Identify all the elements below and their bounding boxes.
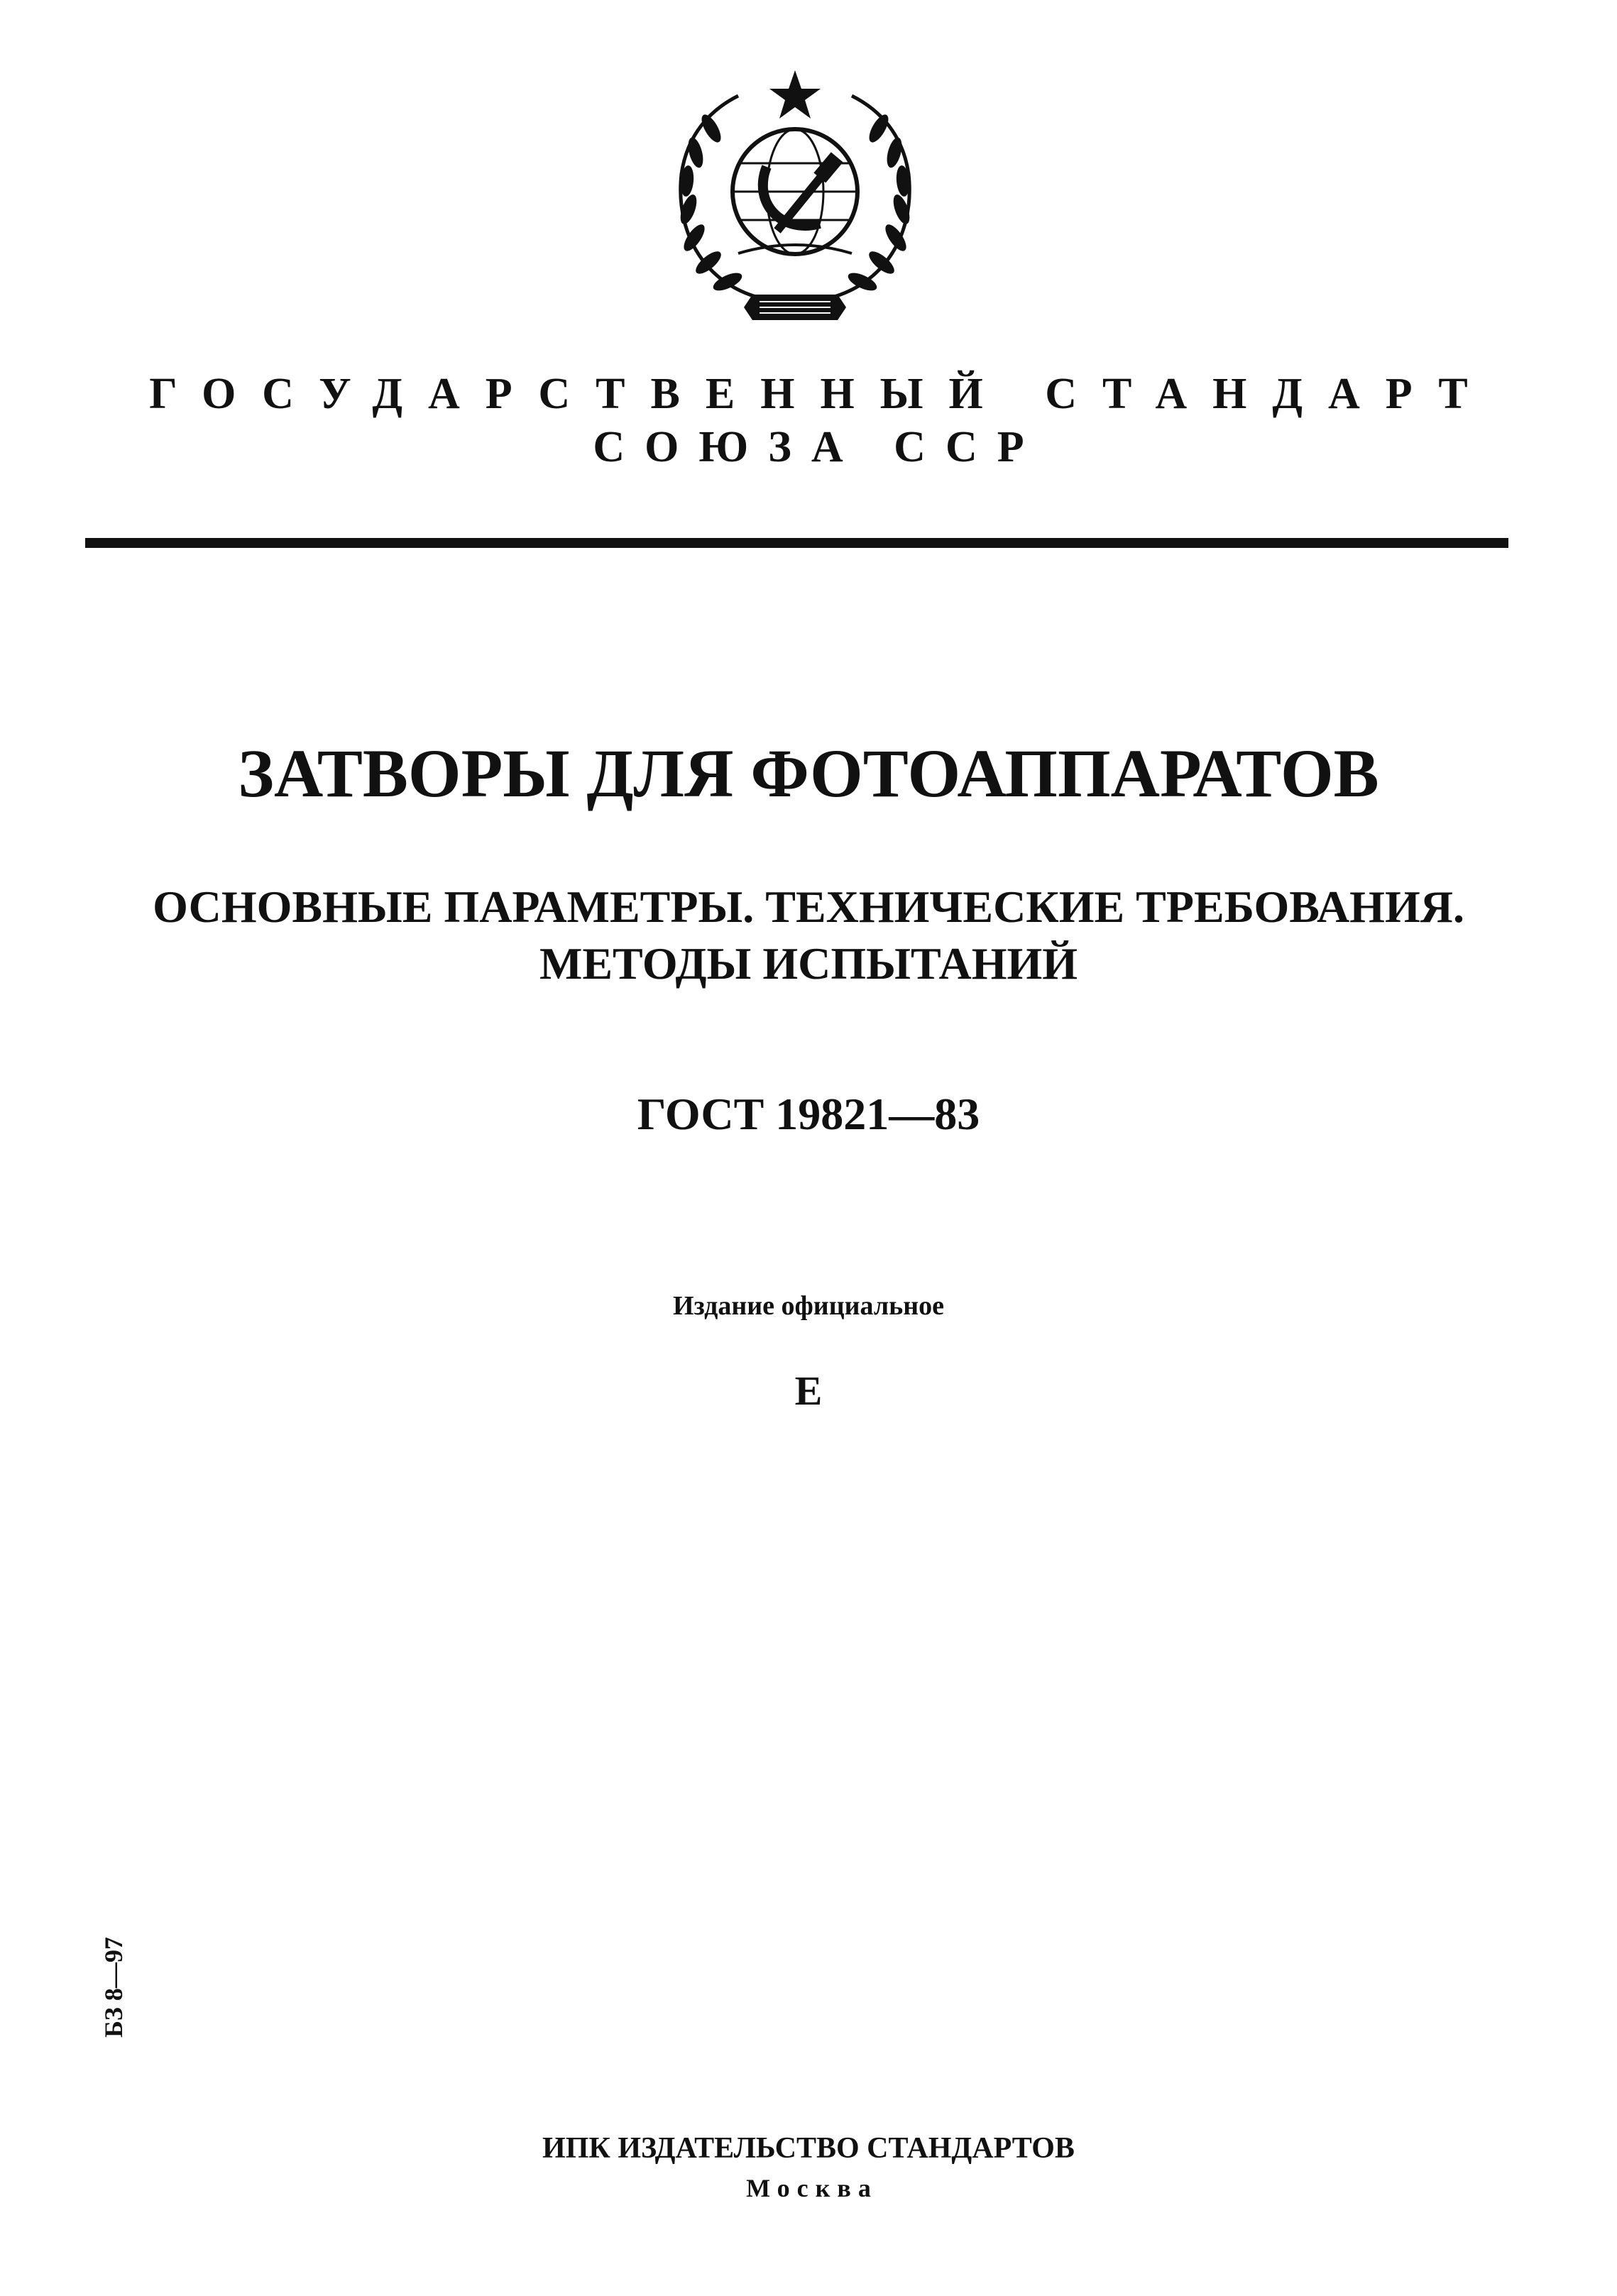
document-subtitle-line1: ОСНОВНЫЕ ПАРАМЕТРЫ. ТЕХНИЧЕСКИЕ ТРЕБОВАНИЯ. xyxy=(153,881,1464,932)
ussr-coat-of-arms-icon xyxy=(660,67,930,337)
edition-label: Издание официальное xyxy=(672,1291,944,1321)
document-title: ЗАТВОРЫ ДЛЯ ФОТОАППАРАТОВ xyxy=(238,735,1379,811)
header-line-state-standard: ГОСУДАРСТВЕННЫЙ СТАНДАРТ xyxy=(149,370,1493,418)
publisher-city: Москва xyxy=(746,2174,878,2202)
header-divider xyxy=(85,538,1508,548)
side-code: БЗ 8—97 xyxy=(99,1937,128,2038)
document-subtitle-line2: МЕТОДЫ ИСПЫТАНИЙ xyxy=(539,938,1078,989)
header-line-ussr: СОЮЗА ССР xyxy=(593,423,1044,471)
edition-mark: Е xyxy=(794,1368,823,1414)
standard-number: ГОСТ 19821—83 xyxy=(637,1089,980,1139)
publisher-name: ИПК ИЗДАТЕЛЬСТВО СТАНДАРТОВ xyxy=(542,2132,1075,2165)
